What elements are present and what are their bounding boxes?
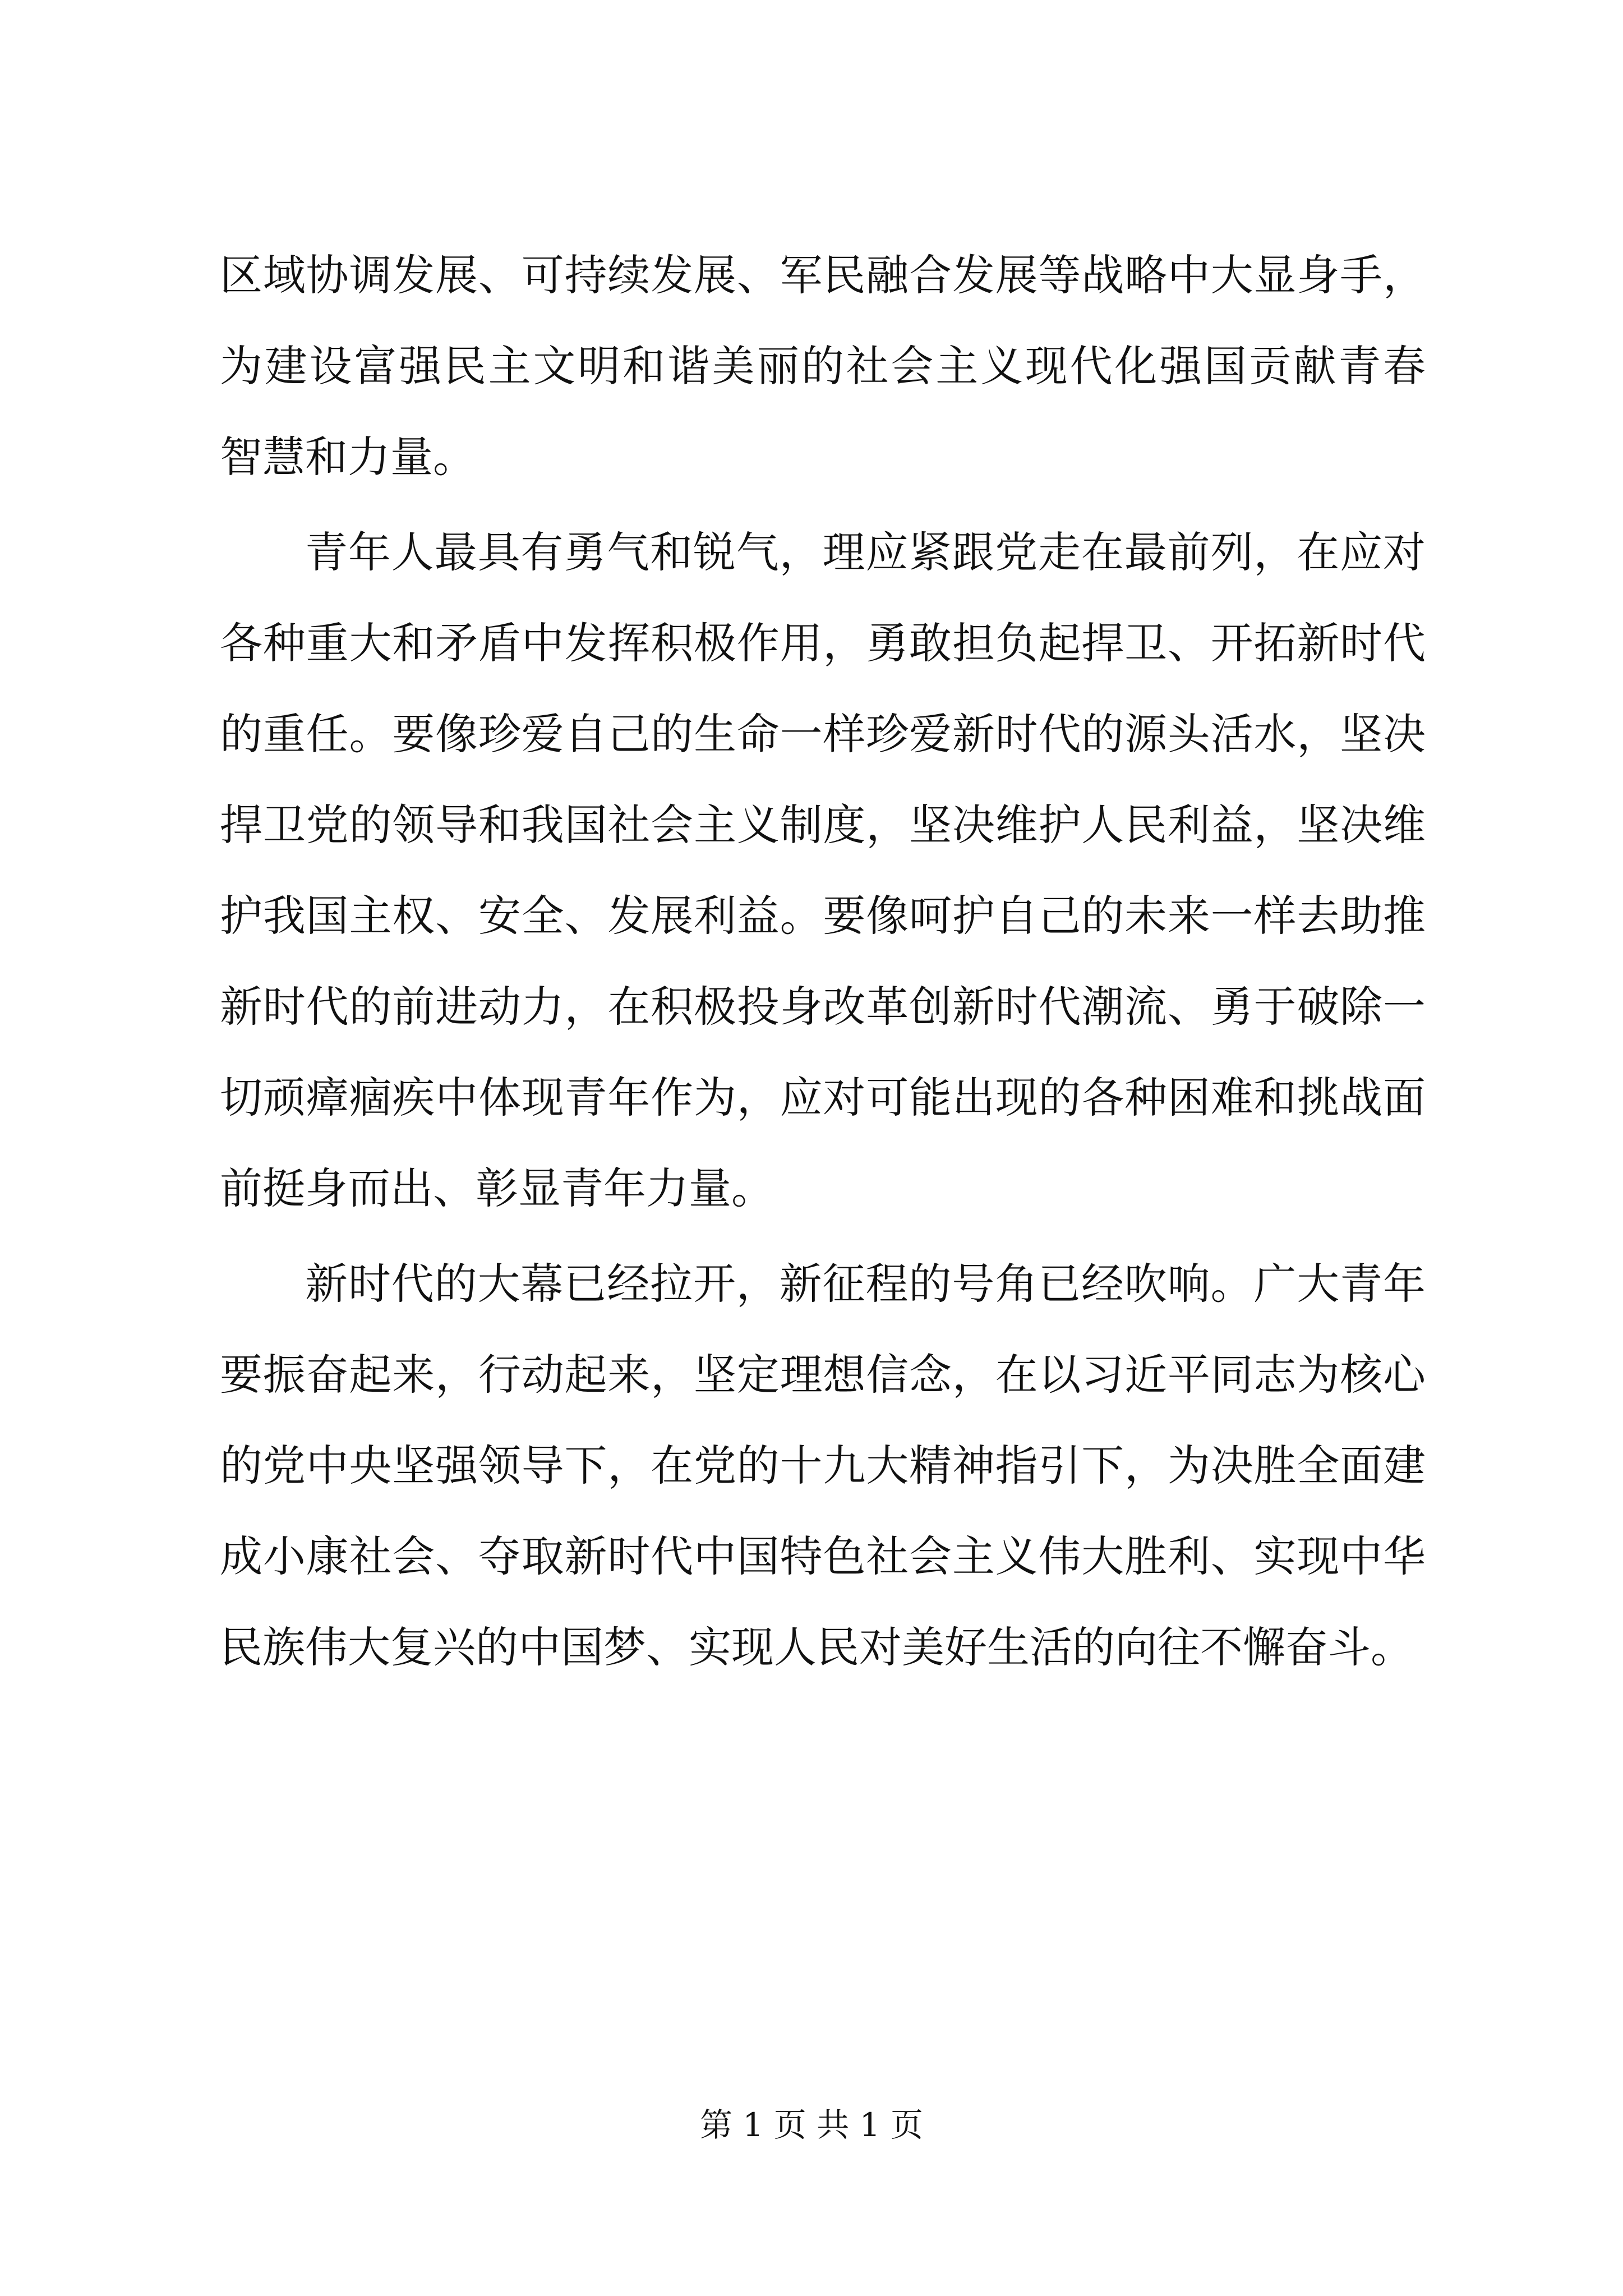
paragraph-2 <box>220 507 1426 1234</box>
text-line: 新时代的大幕已经拉开，新征程的号角已经吹响。广大青年 <box>305 1259 1426 1309</box>
page-footer <box>0 2102 1623 2147</box>
text-line: 捍卫党的领导和我国社会主义制度，坚决维护人民利益，坚决维 <box>220 800 1426 850</box>
text-line: 青年人最具有勇气和锐气，理应紧跟党走在最前列，在应对 <box>305 527 1426 577</box>
text-line: 切顽瘴痼疾中体现青年作为，应对可能出现的各种困难和挑战面 <box>220 1073 1426 1122</box>
text-line: 成小康社会、夺取新时代中国特色社会主义伟大胜利、实现中华 <box>220 1531 1426 1581</box>
text-line: 民族伟大复兴的中国梦、实现人民对美好生活的向往不懈奋斗。 <box>220 1622 1413 1672</box>
text-line: 新时代的前进动力，在积极投身改革创新时代潮流、勇于破除一 <box>220 982 1426 1032</box>
text-line: 为建设富强民主文明和谐美丽的社会主义现代化强国贡献青春 <box>220 341 1426 391</box>
text-line: 的重任。要像珍爱自己的生命一样珍爱新时代的源头活水，坚决 <box>220 709 1426 759</box>
text-line: 要振奋起来，行动起来，坚定理想信念，在以习近平同志为核心 <box>220 1350 1426 1400</box>
text-line: 护我国主权、安全、发展利益。要像呵护自己的未来一样去助推 <box>220 891 1426 941</box>
text-line: 各种重大和矛盾中发挥积极作用，勇敢担负起捍卫、开拓新时代 <box>220 618 1426 668</box>
text-line: 智慧和力量。 <box>220 432 476 482</box>
paragraph-3 <box>220 1239 1426 1693</box>
page-number-label: 第 1 页 共 1 页 <box>700 2106 923 2144</box>
document-body <box>220 230 1426 1693</box>
text-line: 的党中央坚强领导下，在党的十九大精神指引下，为决胜全面建 <box>220 1441 1426 1490</box>
text-line: 区域协调发展、可持续发展、军民融合发展等战略中大显身手， <box>220 250 1426 300</box>
paragraph-1 <box>220 230 1426 503</box>
text-line: 前挺身而出、彰显青年力量。 <box>220 1163 774 1213</box>
